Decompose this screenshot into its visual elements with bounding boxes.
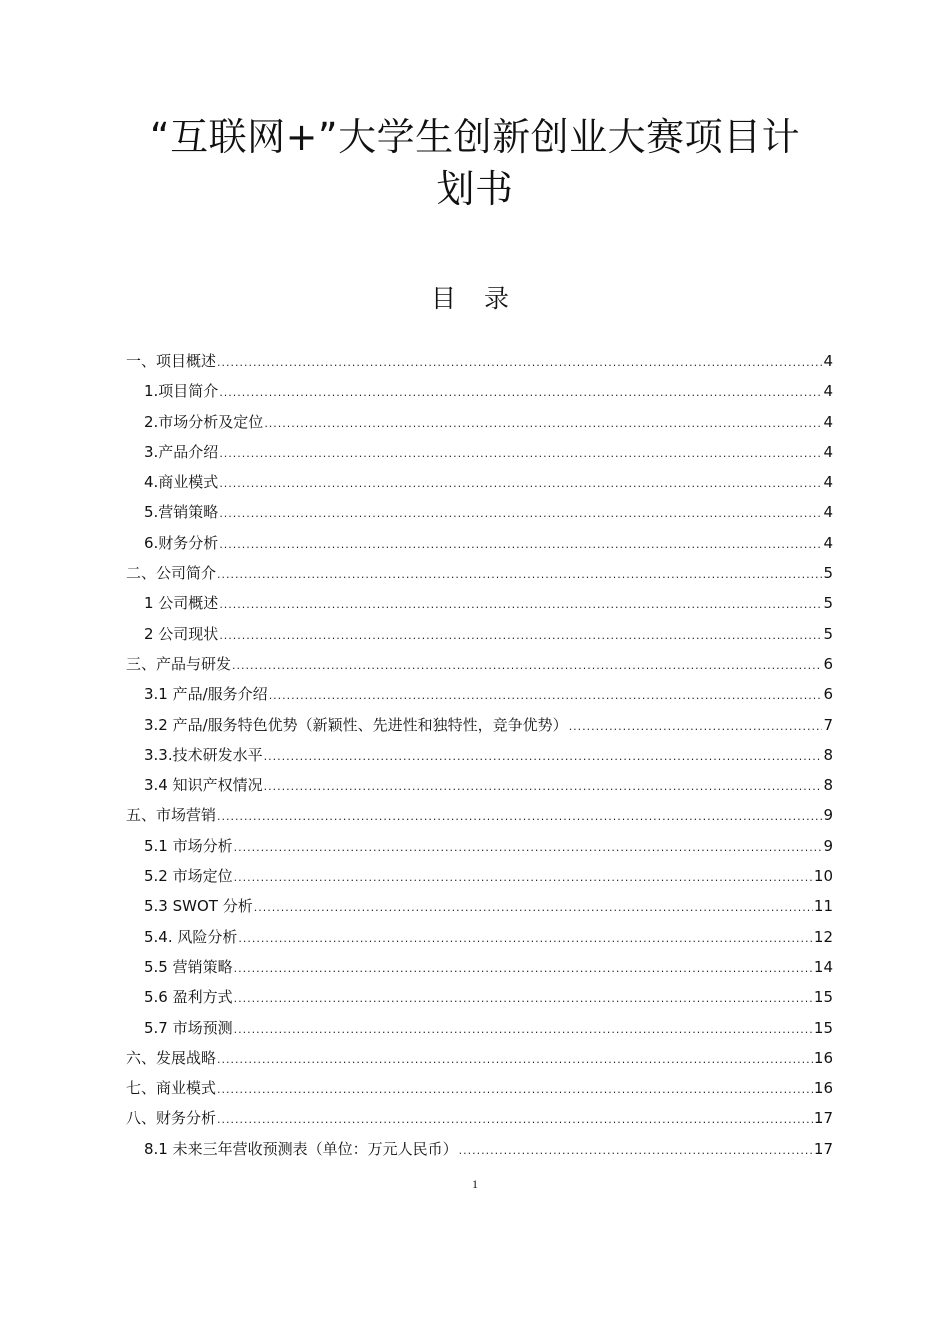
toc-entry-page: 4: [823, 533, 833, 552]
toc-entry-page: 12: [813, 927, 833, 946]
toc-entry-label: 六、发展战略: [126, 1048, 217, 1067]
toc-entry[interactable]: [126, 740, 833, 770]
toc-entry-label: 2.市场分析及定位: [144, 412, 264, 431]
toc-entry-label: 5.5 营销策略: [144, 957, 233, 976]
toc-leader-dots: [254, 893, 813, 923]
toc-entry-label: 6.财务分析: [144, 533, 219, 552]
toc-leader-dots: [238, 924, 813, 954]
toc-entry[interactable]: [126, 619, 833, 649]
toc-entry-label: 3.1 产品/服务介绍: [144, 685, 268, 704]
toc-entry[interactable]: [126, 467, 833, 497]
toc-leader-dots: [264, 772, 822, 802]
toc-entry-label: 1 公司概述: [144, 594, 219, 613]
toc-entry[interactable]: [126, 1103, 833, 1133]
toc-entry[interactable]: [126, 376, 833, 406]
toc-leader-dots: [569, 712, 822, 742]
toc-entry[interactable]: [126, 346, 833, 376]
toc-entry-page: 4: [823, 412, 833, 431]
toc-leader-dots: [232, 651, 822, 681]
toc-leader-dots: [219, 378, 822, 408]
toc-entry-label: 2 公司现状: [144, 624, 219, 643]
toc-leader-dots: [264, 742, 822, 772]
toc-entry-label: 1.项目简介: [144, 382, 219, 401]
toc-entry-page: 6: [823, 654, 833, 673]
toc-entry[interactable]: [126, 891, 833, 921]
toc-entry-label: 5.营销策略: [144, 503, 219, 522]
toc-entry-page: 16: [813, 1048, 833, 1067]
toc-entry[interactable]: [126, 437, 833, 467]
toc-entry-label: 5.2 市场定位: [144, 867, 233, 886]
toc-entry-page: 5: [823, 594, 833, 613]
toc-entry[interactable]: [126, 407, 833, 437]
toc-leader-dots: [217, 1075, 813, 1105]
toc-entry-label: 5.4. 风险分析: [144, 927, 238, 946]
toc-entry-page: 17: [813, 1109, 833, 1128]
toc-leader-dots: [234, 863, 813, 893]
toc-entry[interactable]: [126, 982, 833, 1012]
toc-entry[interactable]: [126, 1013, 833, 1043]
toc-entry-label: 4.商业模式: [144, 473, 219, 492]
toc-entry-label: 3.4 知识产权情况: [144, 776, 263, 795]
toc-entry[interactable]: [126, 710, 833, 740]
toc-entry-label: 三、产品与研发: [126, 654, 232, 673]
toc-entry-page: 4: [823, 473, 833, 492]
toc-heading: 目 录: [431, 284, 519, 313]
toc-entry-label: 8.1 未来三年营收预测表（单位：万元人民币）: [144, 1139, 458, 1158]
toc-entry-label: 5.1 市场分析: [144, 836, 233, 855]
toc-entry-page: 5: [823, 564, 833, 583]
toc-entry[interactable]: [126, 1043, 833, 1073]
toc-entry-page: 10: [813, 867, 833, 886]
toc-entry-page: 4: [823, 442, 833, 461]
toc-entry-label: 二、公司简介: [126, 564, 217, 583]
toc-leader-dots: [217, 1105, 813, 1135]
toc-entry-page: 15: [813, 988, 833, 1007]
toc-entry-page: 15: [813, 1018, 833, 1037]
toc-entry-page: 5: [823, 624, 833, 643]
toc-leader-dots: [234, 954, 813, 984]
toc-leader-dots: [217, 348, 822, 378]
toc-entry-page: 4: [823, 382, 833, 401]
toc-leader-dots: [219, 469, 822, 499]
toc-entry-page: 16: [813, 1079, 833, 1098]
toc-entry[interactable]: [126, 831, 833, 861]
toc-leader-dots: [219, 530, 822, 560]
toc-leader-dots: [459, 1136, 813, 1166]
document-title: [0, 111, 950, 215]
toc-entry-page: 17: [813, 1139, 833, 1158]
toc-entry[interactable]: [126, 922, 833, 952]
toc-leader-dots: [234, 833, 822, 863]
toc-leader-dots: [234, 1015, 813, 1045]
toc-entry[interactable]: [126, 770, 833, 800]
toc-entry-label: 5.7 市场预测: [144, 1018, 233, 1037]
toc-entry-label: 八、财务分析: [126, 1109, 217, 1128]
toc-entry[interactable]: [126, 649, 833, 679]
table-of-contents: [126, 346, 833, 1164]
toc-entry[interactable]: [126, 558, 833, 588]
toc-entry-page: 8: [823, 745, 833, 764]
toc-entry-label: 3.3.技术研发水平: [144, 745, 263, 764]
toc-entry-page: 7: [823, 715, 833, 734]
toc-entry-page: 14: [813, 957, 833, 976]
toc-entry[interactable]: [126, 497, 833, 527]
toc-entry[interactable]: [126, 800, 833, 830]
toc-entry[interactable]: [126, 1073, 833, 1103]
toc-leader-dots: [217, 560, 822, 590]
toc-entry-label: 3.产品介绍: [144, 442, 219, 461]
toc-entry-label: 五、市场营销: [126, 806, 217, 825]
toc-leader-dots: [217, 802, 822, 832]
toc-leader-dots: [264, 409, 822, 439]
toc-entry-page: 4: [823, 503, 833, 522]
toc-leader-dots: [219, 590, 822, 620]
toc-leader-dots: [217, 1045, 813, 1075]
toc-entry-page: 4: [823, 352, 833, 370]
toc-entry-page: 11: [813, 897, 833, 916]
toc-entry-label: 5.3 SWOT 分析: [144, 897, 253, 916]
toc-entry-label: 3.2 产品/服务特色优势（新颖性、先进性和独特性，竞争优势）: [144, 715, 568, 734]
toc-entry[interactable]: [126, 588, 833, 618]
toc-entry[interactable]: [126, 1134, 833, 1164]
toc-entry-page: 9: [823, 836, 833, 855]
toc-leader-dots: [269, 681, 822, 711]
toc-entry[interactable]: [126, 952, 833, 982]
toc-leader-dots: [219, 439, 822, 469]
toc-entry-page: 6: [823, 685, 833, 704]
document-title-line-1: “互联网+”大学生创新创业大赛项目计: [149, 115, 801, 159]
page-number: 1: [472, 1177, 478, 1191]
toc-entry-label: 5.6 盈利方式: [144, 988, 233, 1007]
toc-entry[interactable]: [126, 679, 833, 709]
toc-entry-label: 七、商业模式: [126, 1079, 217, 1098]
toc-entry-page: 9: [823, 806, 833, 825]
toc-entry[interactable]: [126, 861, 833, 891]
toc-entry-page: 8: [823, 776, 833, 795]
toc-entry-label: 一、项目概述: [126, 352, 217, 370]
document-title-line-2: 划书: [436, 167, 514, 211]
toc-entry[interactable]: [126, 528, 833, 558]
toc-leader-dots: [219, 499, 822, 529]
toc-leader-dots: [219, 621, 822, 651]
toc-leader-dots: [234, 984, 813, 1014]
